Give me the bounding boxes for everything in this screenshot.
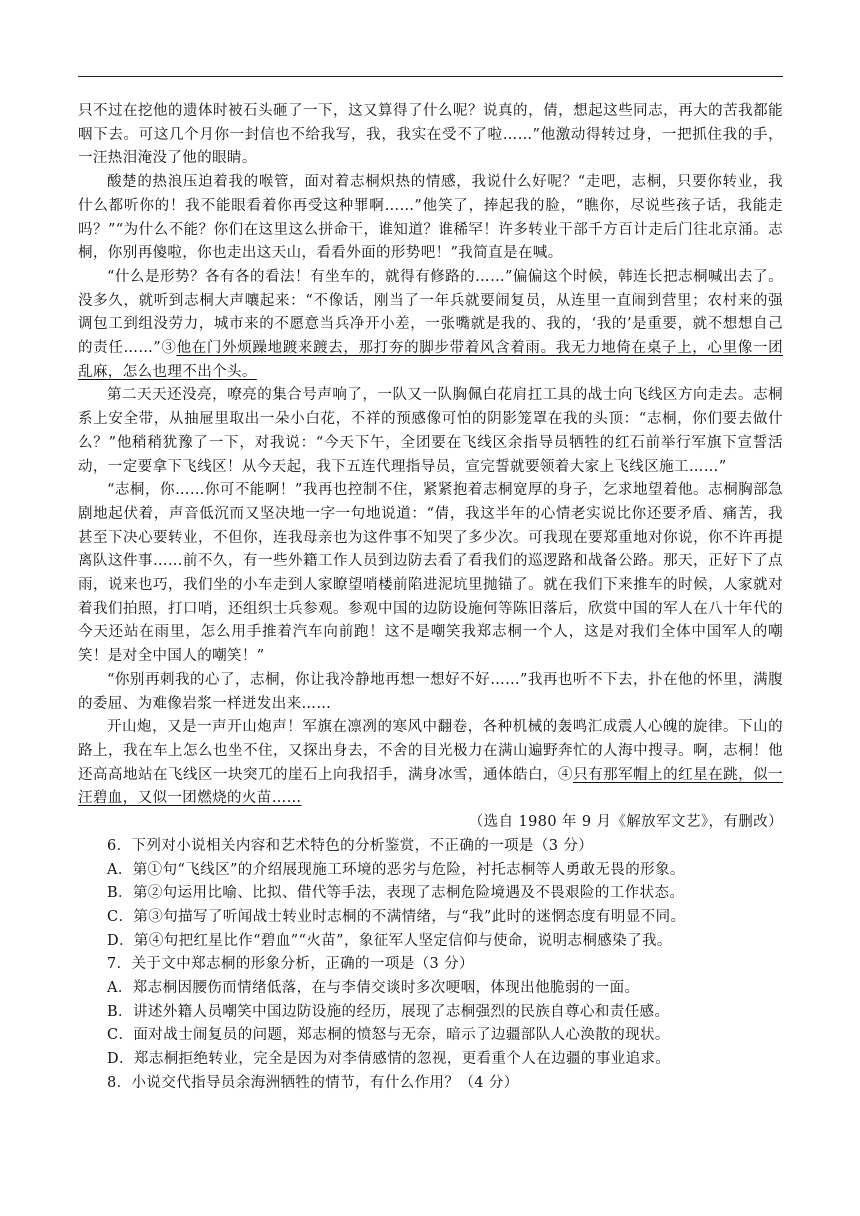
paragraph-3-text: “什么是形势？各有各的看法！有坐车的，就得有修路的……”偏偏这个时候，韩连长把志桐喊出去了。没多久，就听到志桐大声嚷起来：“不像话，刚当了一年兵就要闹复员，从连里一直闹到营里；农村来的强调包工到组没劳力，城市来的不愿意当兵净开小差，一张嘴就是我的、我的，‘我的’是重要，就不想想自己的责任……”③ — [78, 268, 783, 357]
paragraph-4: 第二天天还没亮，嘹亮的集合号声响了，一队又一队胸佩白花肩扛工具的战士向飞线区方向走去。志桐系上安全带，从抽屉里取出一朵小白花，不祥的预感像可怕的阴影笼罩在我的头顶：“志桐，你们要去做什么？”他稍稍犹豫了一下，对我说：“今天下午，全团要在飞线区余指导员牺牲的红石前举行军旗下宣誓活动，一定要拿下飞线区！从今天起，我下五连代理指导员，宣完誓就要领着大家上飞线区施工……” — [78, 387, 783, 475]
paragraph-7 — [78, 716, 783, 811]
header-rule — [78, 76, 783, 77]
paragraph-2: 酸楚的热浪压迫着我的喉管，面对着志桐炽热的情感，我说什么好呢？“走吧，志桐，只要你转业，我什么都听你的！我不能眼看着你再受这种罪啊……”他笑了，捧起我的脸，“瞧你，尽说些孩子话，我能走吗？”“为什么不能？你们在这里这么拼命干，谁知道？谁稀罕！许多转业干部千方百计走后门往北京涌。志桐，你别再傻啦，你也走出这天山，看看外面的形势吧！”我简直是在喊。 — [78, 174, 783, 262]
document-body — [78, 100, 783, 1096]
question-6 — [78, 835, 783, 954]
source-citation: （选自 1980 年 9 月《解放军文艺》，有删改） — [468, 814, 783, 831]
option-c: C．面对战士闹复员的问题，郑志桐的愤怒与无奈，暗示了边疆部队人心涣散的现状。 — [107, 1027, 670, 1044]
question-7 — [78, 953, 783, 1072]
underlined-sentence-4: 只有那军帽上的红星在跳，似一汪碧血，又似一团燃烧的火苗…… — [78, 766, 783, 807]
option-c: C．第③句描写了听闻战士转业时志桐的不满情绪，与“我”此时的迷惘态度有明显不同。 — [107, 908, 686, 925]
option-d: D．郑志桐拒绝转业，完全是因为对李倩感情的忽视，更看重个人在边疆的事业追求。 — [107, 1051, 671, 1068]
paragraph-3 — [78, 266, 783, 385]
question-stem: 7．关于文中郑志桐的形象分析，正确的一项是（3 分） — [107, 956, 474, 973]
question-stem: 8．小说交代指导员余海洲牺牲的情节，有什么作用？（4 分） — [107, 1074, 519, 1091]
question-stem: 6．下列对小说相关内容和艺术特色的分析鉴赏，不正确的一项是（3 分） — [107, 837, 594, 854]
option-b: B．讲述外籍人员嘲笑中国边防设施的经历，展现了志桐强烈的民族自尊心和责任感。 — [107, 1003, 670, 1020]
underlined-sentence-3: 他在门外烦躁地踱来踱去，那打夯的脚步带着风含着雨。我无力地倚在桌子上，心里像一团乱麻，怎么也理不出个头。 — [78, 340, 784, 380]
option-a: A．第①句“飞线区”的介绍展现施工环境的恶劣与危险，衬托志桐等人勇敢无畏的形象。 — [107, 861, 685, 878]
paragraph-5: “志桐，你……你可不能啊！”我再也控制不住，紧紧抱着志桐宽厚的身子，乞求地望着他。志桐胸部急剧地起伏着，声音低沉而又坚决地一字一句地说道：“倩，我这半年的心情老实说比你还要矛盾、痛苦，我甚至下决心要转业，不但你，连我母亲也为这件事不知哭了多少次。可我现在要郑重地对你说，你不许再提离队这件事……前不久，有一些外籍工作人员到边防去看了看我们的巡逻路和战备公路。那天，正好下了点雨，说来也巧，我们坐的小车走到人家瞭望哨楼前陷进泥坑里抛锚了。就在我们下来推车的时候，人家就对着我们拍照，打口哨，还组织士兵参观。参观中国的边防设施何等陈旧落后，欣赏中国的军人在八十年代的今天还站在雨里，怎么用手推着汽车向前跑！这不是嘲笑我郑志桐一个人，这是对我们全体中国军人的嘲笑！是对全中国人的嘲笑！” — [78, 482, 783, 665]
option-d: D．第④句把红星比作“碧血”“火苗”，象征军人坚定信仰与使命，说明志桐感染了我。 — [107, 932, 672, 949]
paragraph-6: “你别再刺我的心了，志桐，你让我冷静地再想一想好不好……”我再也听不下去，扑在他的怀里，满腹的委屈、为难像岩浆一样迸发出来…… — [78, 671, 783, 712]
paragraph-1: 只不过在挖他的遗体时被石头砸了一下，这又算得了什么呢？说真的，倩，想起这些同志，再大的苦我都能咽下去。可这几个月你一封信也不给我写，我，我实在受不了啦……”他激动得转过身，一把抓住我的手，一汪热泪淹没了他的眼睛。 — [78, 103, 783, 167]
paragraph-7-text: 开山炮，又是一声开山炮声！军旗在凛冽的寒风中翻卷，各种机械的轰鸣汇成震人心魄的旋律。下山的路上，我在车上怎么也坐不住，又探出身去，不舍的目光极力在满山遍野奔忙的人海中搜寻。啊，志桐！他还高高地站在飞线区一块突兀的崖石上向我招手，满身冰雪，通体皓白，④ — [78, 719, 783, 783]
option-b: B．第②句运用比喻、比拟、借代等手法，表现了志桐危险境遇及不畏艰险的工作状态。 — [107, 885, 685, 902]
option-a: A．郑志桐因腰伤而情绪低落，在与李倩交谈时多次哽咽，体现出他脆弱的一面。 — [107, 980, 640, 997]
question-8 — [78, 1072, 783, 1096]
